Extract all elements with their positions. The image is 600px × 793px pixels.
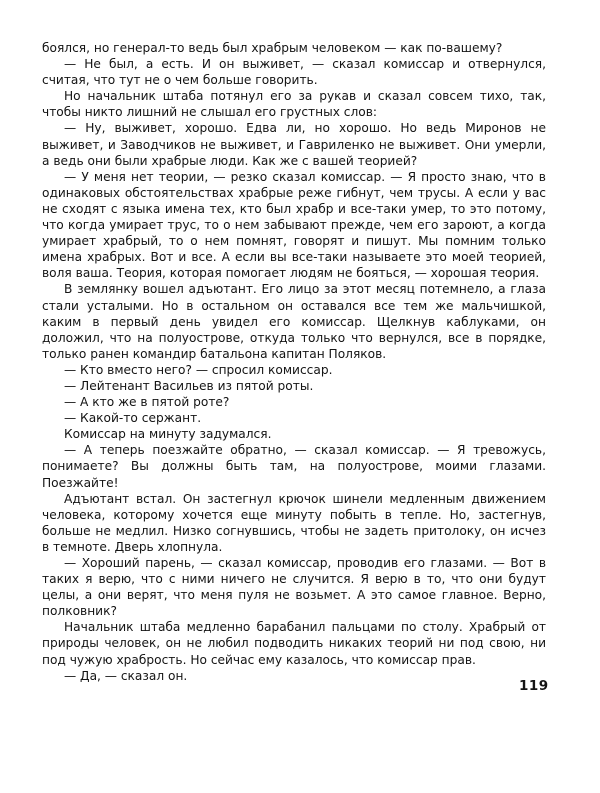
paragraph-2: — Не был, а есть. И он выживет, — сказал комиссар и отвернулся, считая, что тут не о чем больше говорить. — [42, 57, 546, 88]
page-number: 119 — [519, 678, 549, 694]
paragraph-7: — Кто вместо него? — спросил комиссар. — [64, 362, 333, 377]
paragraph-3: Но начальник штаба потянул его за рукав и сказал совсем тихо, так, чтобы никто лишний не слышал его грустных слов: — [42, 89, 546, 120]
body-text — [42, 40, 546, 684]
paragraph-14: — Хороший парень, — сказал комиссар, проводив его глазами. — Вот в таких я верю, что с ними ничего не случится. Я верю в то, что они будут целы, а они верят, что меня пуля не возьмет. А это самое главное. Верно, полковник? — [42, 556, 546, 619]
paragraph-16: — Да, — сказал он. — [64, 668, 188, 683]
paragraph-11: Комиссар на минуту задумался. — [64, 427, 272, 442]
paragraph-12: — А теперь поезжайте обратно, — сказал комиссар. — Я тревожусь, понимаете? Вы должны быть там, на полуострове, моими глазами. Поезжайте! — [42, 443, 546, 490]
paragraph-1: боялся, но генерал-то ведь был храбрым человеком — как по-вашему? — [42, 41, 503, 55]
paragraph-6: В землянку вошел адъютант. Его лицо за этот месяц потемнело, а глаза стали усталыми. Но в остальном он оставался все тем же мальчишкой, каким в первый день увидел его комиссар. Щелкнув каблуками, он доложил, что на полуострове, откуда только что вернулся, все в порядке, только ранен командир батальона капитан Поляков. — [42, 282, 546, 361]
paragraph-15: Начальник штаба медленно барабанил пальцами по столу. Храбрый от природы человек, он не любил подводить никаких теорий ни под свою, ни под чужую храбрость. Но сейчас ему казалось, что комиссар прав. — [42, 620, 546, 667]
paragraph-13: Адъютант встал. Он застегнул крючок шинели медленным движением человека, которому хочется еще минуту побыть в тепле. Но, застегнув, больше не медлил. Низко согнувшись, чтобы не задеть притолоку, он исчез в темноте. Дверь хлопнула. — [42, 491, 546, 554]
paragraph-10: — Какой-то сержант. — [64, 411, 202, 426]
paragraph-5: — У меня нет теории, — резко сказал комиссар. — Я просто знаю, что в одинаковых обстоятельствах храбрые реже гибнут, чем трусы. А если у вас не сходят с языка имена тех, кто был храбр и все-таки умер, то это потому, что когда умирает трус, то о нем забывают прежде, чем его зароют, а когда умирает храбрый, то о нем помнят, говорят и пишут. Мы помним только имена храбрых. Вот и все. А если вы все-таки называете это моей теорией, воля ваша. Теория, которая помогает людям не бояться, — хорошая теория. — [42, 169, 546, 281]
paragraph-9: — А кто же в пятой роте? — [64, 395, 230, 410]
paragraph-8: — Лейтенант Васильев из пятой роты. — [64, 378, 314, 393]
paragraph-4: — Ну, выживет, хорошо. Едва ли, но хорошо. Но ведь Миронов не выживет, и Заводчиков не выживет, и Гавриленко не выживет. Они умерли, а ведь они были храбрые люди. Как же с вашей теорией? — [42, 121, 546, 168]
